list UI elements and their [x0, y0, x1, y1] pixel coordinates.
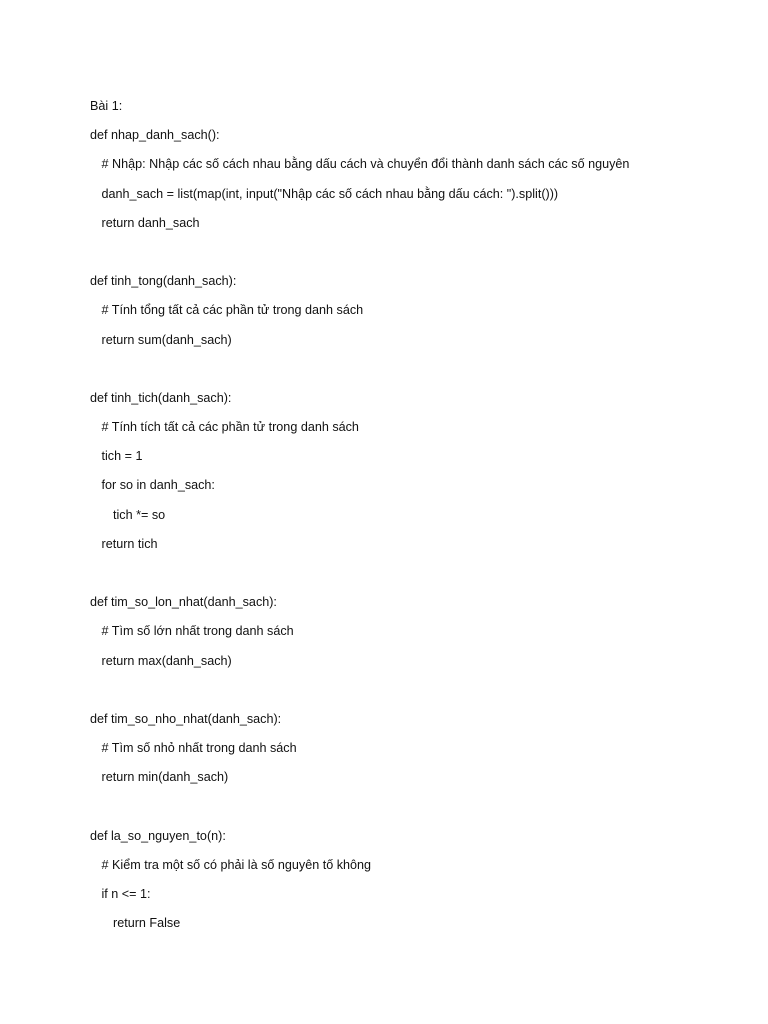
code-line: tich *= so — [113, 507, 166, 522]
code-line: if n <= 1: — [101, 887, 151, 902]
blank-line — [90, 559, 750, 588]
code-line: def nhap_danh_sach(): — [90, 128, 220, 143]
code-line: def la_so_nguyen_to(n): — [90, 828, 226, 843]
code-line: return sum(danh_sach) — [101, 332, 232, 347]
code-line: def tinh_tong(danh_sach): — [90, 274, 237, 289]
code-comment: # Tìm số lớn nhất trong danh sách — [101, 624, 294, 639]
blank-line — [90, 238, 750, 267]
code-line: tich = 1 — [101, 449, 143, 464]
code-line: def tim_so_lon_nhat(danh_sach): — [90, 595, 277, 610]
blank-line — [90, 676, 750, 705]
code-line: return tich — [101, 536, 158, 551]
code-line: def tinh_tich(danh_sach): — [90, 390, 232, 405]
code-line: return min(danh_sach) — [101, 770, 229, 785]
document-body — [90, 92, 750, 938]
blank-line — [90, 793, 750, 822]
code-line: return max(danh_sach) — [101, 653, 232, 668]
code-line: for so in danh_sach: — [101, 478, 215, 493]
code-comment: # Tính tổng tất cả các phần tử trong danh sách — [101, 303, 364, 318]
code-comment: # Tìm số nhỏ nhất trong danh sách — [101, 741, 297, 756]
code-line: return False — [113, 916, 181, 931]
code-comment: # Nhập: Nhập các số cách nhau bằng dấu cách và chuyển đổi thành danh sách các số nguyên — [101, 157, 630, 172]
code-line: return danh_sach — [101, 215, 200, 230]
code-line: danh_sach = list(map(int, input("Nhập các số cách nhau bằng dấu cách: ").split())) — [101, 186, 559, 201]
code-line: def tim_so_nho_nhat(danh_sach): — [90, 711, 282, 726]
code-comment: # Tính tích tất cả các phần tử trong danh sách — [101, 420, 359, 435]
heading-bai-1: Bài 1: — [90, 99, 123, 113]
blank-line — [90, 355, 750, 384]
code-comment: # Kiểm tra một số có phải là số nguyên tố không — [101, 857, 372, 872]
